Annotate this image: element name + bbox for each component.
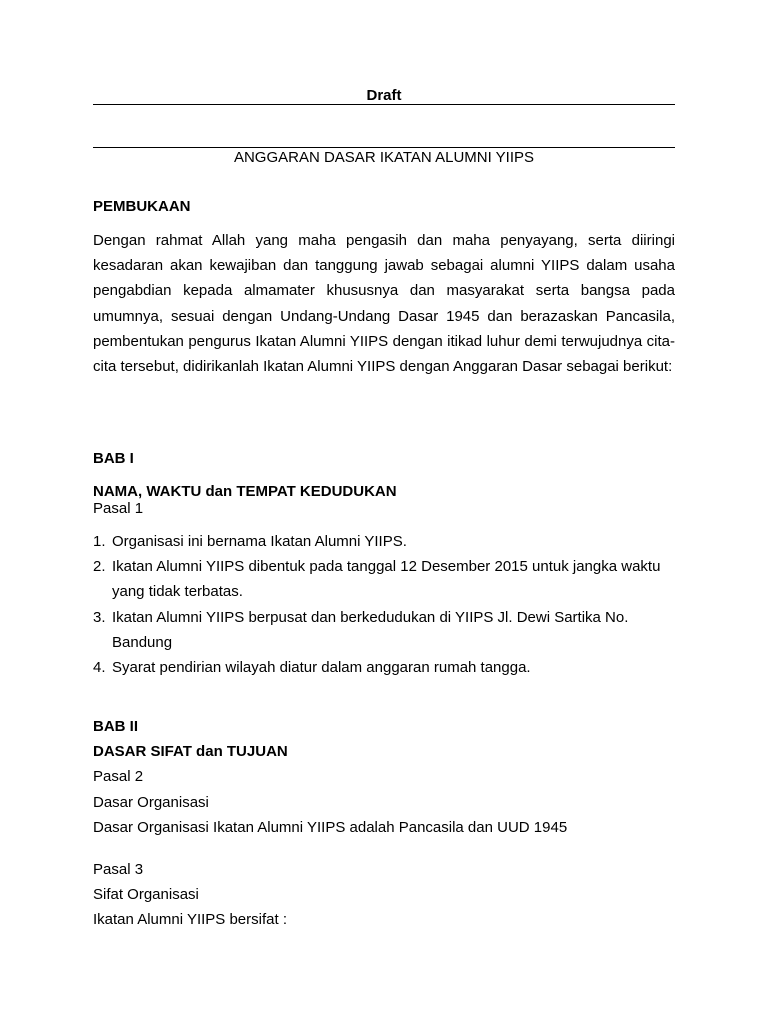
list-item-text: Organisasi ini bernama Ikatan Alumni YIIPS. [112,533,407,550]
list-item [93,655,675,680]
pasal1-list [93,529,675,680]
opening-heading: PEMBUKAAN [93,198,191,215]
pasal1-label: Pasal 1 [93,500,144,517]
list-item-text: Syarat pendirian wilayah diatur dalam anggaran rumah tangga. [112,659,531,677]
draft-label: Draft [366,87,402,104]
opening-paragraph: Dengan rahmat Allah yang maha pengasih dan maha penyayang, serta diiringi kesadaran akan kewajiban dan tanggung jawab sebagai alumni YIIPS dalam usaha pengabdian kepada almamater khususnya dan masyarakat serta bangsa pada umumnya, sesuai dengan Undang-Undang Dasar 1945 dan berazaskan Pancasila, pembentukan pengurus Ikatan Alumni YIIPS dengan itikad luhur demi terwujudnya cita-cita tersebut, didirikanlah Ikatan Alumni YIIPS dengan Anggaran Dasar sebagai berikut: [93,232,675,376]
list-item-number: 3. [93,608,106,626]
pasal3-label: Pasal 3 [93,861,144,878]
pasal2-subtitle: Dasar Organisasi [93,794,209,811]
list-item [93,529,675,554]
header-rule-top [93,104,675,105]
bab2-title: DASAR SIFAT dan TUJUAN [93,743,288,760]
header-rule-bottom [93,147,675,148]
list-item-number: 2. [93,558,106,576]
list-item-text: Ikatan Alumni YIIPS berpusat dan berkedudukan di YIIPS Jl. Dewi Sartika No. Bandung [112,608,629,651]
list-item [93,554,675,604]
document-title: ANGGARAN DASAR IKATAN ALUMNI YIIPS [233,149,535,166]
list-item-number: 4. [93,659,106,677]
bab1-label: BAB I [93,450,134,467]
pasal2-text: Dasar Organisasi Ikatan Alumni YIIPS adalah Pancasila dan UUD 1945 [93,819,568,836]
document-page [93,0,675,1024]
pasal2-label: Pasal 2 [93,768,144,785]
pasal3-subtitle: Sifat Organisasi [93,886,199,903]
list-item [93,605,675,655]
bab1-title: NAMA, WAKTU dan TEMPAT KEDUDUKAN [93,483,397,500]
list-item-text: Ikatan Alumni YIIPS dibentuk pada tanggal 12 Desember 2015 untuk jangka waktu yang tidak terbatas. [112,558,661,601]
bab2-label: BAB II [93,718,138,735]
list-item-number: 1. [93,533,106,550]
pasal3-text: Ikatan Alumni YIIPS bersifat : [93,911,287,928]
